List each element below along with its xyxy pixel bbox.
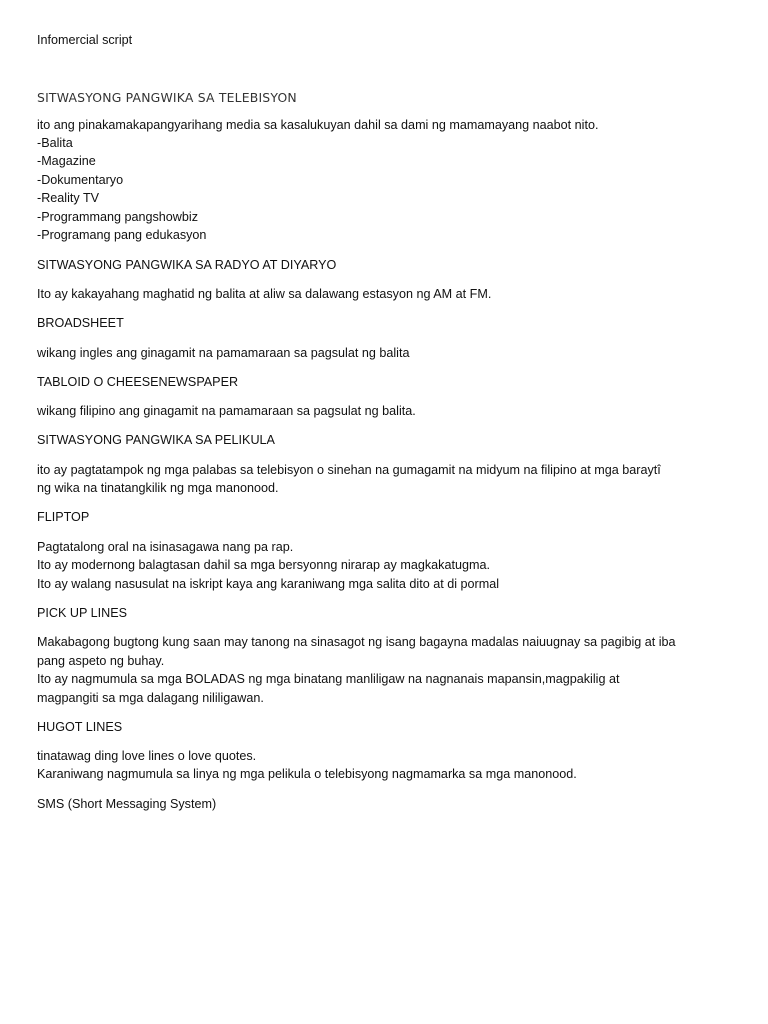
list-item: -Magazine (37, 154, 96, 168)
paragraph-line: ng wika na tinatangkilik ng mga manonood. (37, 481, 279, 495)
section-heading-pick-up-lines: PICK UP LINES (37, 606, 128, 620)
section-heading-radyo-diyaryo: SITWASYONG PANGWIKA SA RADYO AT DIYARYO (37, 258, 337, 272)
paragraph-line: ito ay pagtatampok ng mga palabas sa telebisyon o sinehan na gumagamit na midyum na filipino at mga baraytî (37, 463, 661, 477)
paragraph-line: tinatawag ding love lines o love quotes. (37, 749, 257, 763)
section-heading-tabloid: TABLOID O CHEESENEWSPAPER (37, 375, 239, 389)
paragraph-line: Ito ay walang nasusulat na iskript kaya ang karaniwang mga salita dito at di pormal (37, 577, 500, 591)
paragraph-line: Ito ay nagmumula sa mga BOLADAS ng mga binatang manliligaw na nagnanais mapansin,magpakilig at (37, 672, 620, 686)
list-item: -Programmang pangshowbiz (37, 210, 199, 224)
paragraph-line: Pagtatalong oral na isinasagawa nang pa rap. (37, 540, 294, 554)
section-heading-telebisyon: SITWASYONG PANGWIKA SA TELEBISYON (37, 90, 297, 105)
list-item: -Dokumentaryo (37, 173, 124, 187)
list-item: -Balita (37, 136, 73, 150)
paragraph-line: Ito ay kakayahang maghatid ng balita at aliw sa dalawang estasyon ng AM at FM. (37, 287, 492, 301)
section-heading-broadsheet: BROADSHEET (37, 316, 124, 330)
list-item: -Programang pang edukasyon (37, 228, 207, 242)
section-heading-pelikula: SITWASYONG PANGWIKA SA PELIKULA (37, 433, 275, 447)
paragraph-line: Karaniwang nagmumula sa linya ng mga pelikula o telebisyong nagmamarka sa mga manonood. (37, 767, 577, 781)
paragraph-line: wikang ingles ang ginagamit na pamamaraan sa pagsulat ng balita (37, 346, 410, 360)
paragraph-line: wikang filipino ang ginagamit na pamamaraan sa pagsulat ng balita. (37, 404, 416, 418)
paragraph-line: ito ang pinakamakapangyarihang media sa kasalukuyan dahil sa dami ng mamamayang naabot nito. (37, 118, 599, 132)
section-heading-sms: SMS (Short Messaging System) (37, 797, 217, 811)
paragraph-line: magpangiti sa mga dalagang nililigawan. (37, 691, 264, 705)
list-item: -Reality TV (37, 191, 100, 205)
section-heading-hugot-lines: HUGOT LINES (37, 720, 123, 734)
document-title: Infomercial script (37, 33, 133, 47)
paragraph-line: Ito ay modernong balagtasan dahil sa mga bersyonng nirarap ay magkakatugma. (37, 558, 490, 572)
section-heading-fliptop: FLIPTOP (37, 510, 90, 524)
paragraph-line: pang aspeto ng buhay. (37, 654, 165, 668)
paragraph-line: Makabagong bugtong kung saan may tanong na sinasagot ng isang bagayna madalas naiuugnay sa pagibig at iba (37, 635, 676, 649)
